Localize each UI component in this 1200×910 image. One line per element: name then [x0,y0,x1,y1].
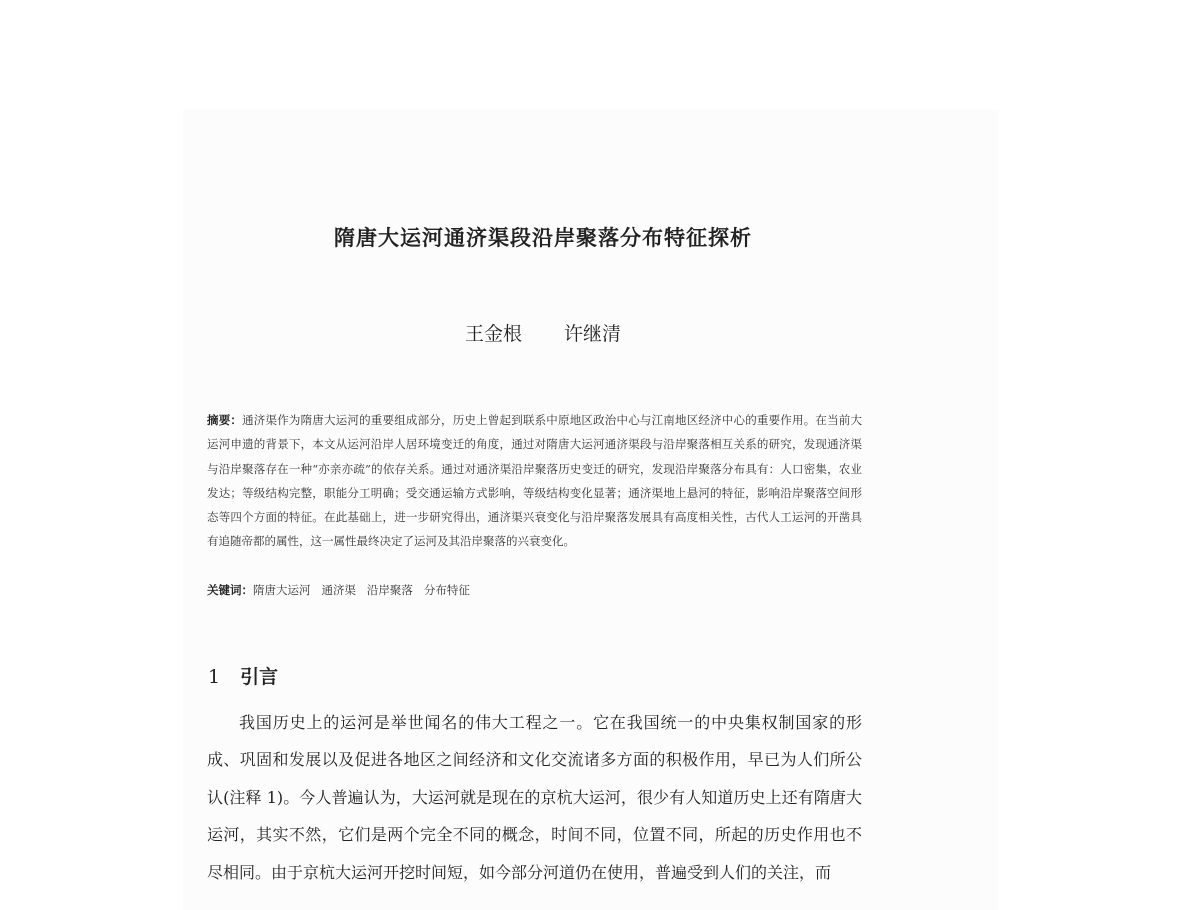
author-name: 许继清 [564,323,622,345]
abstract-text: 通济渠作为隋唐大运河的重要组成部分，历史上曾起到联系中原地区政治中心与江南地区经济中心的重要作用。在当前大运河申遗的背景下，本文从运河沿岸人居环境变迁的角度，通过对隋唐大运河通济渠段与沿岸聚落相互关系的研究，发现通济渠与沿岸聚落存在一种“亦亲亦疏”的依存关系。通过对通济渠沿岸聚落历史变迁的研究，发现沿岸聚落分布具有：人口密集，农业发达；等级结构完整，职能分工明确；受交通运输方式影响，等级结构变化显著；通济渠地上悬河的特征，影响沿岸聚落空间形态等四个方面的特征。在此基础上，进一步研究得出，通济渠兴衰变化与沿岸聚落发展具有高度相关性，古代人工运河的开凿具有追随帝都的属性，这一属性最终决定了运河及其沿岸聚落的兴衰变化。 [207,413,863,549]
keywords [207,578,862,602]
keywords-label: 关键词： [207,583,253,597]
section-heading [208,662,278,689]
abstract-label: 摘要： [207,413,243,427]
author-list [183,319,903,346]
author-name: 王金根 [464,323,522,345]
keywords-text: 隋唐大运河 通济渠 沿岸聚落 分布特征 [253,583,470,597]
body-paragraph: 我国历史上的运河是举世闻名的伟大工程之一。它在我国统一的中央集权制国家的形成、巩固和发展以及促进各地区之间经济和文化交流诸多方面的积极作用，早已为人们所公认(注释 1)。今人普遍认为，大运河就是现在的京杭大运河，很少有人知道历史上还有隋唐大运河，其实不然，它们是两个完全不同的概念，时间不同，位置不同，所起的历史作用也不尽相同。由于京杭大运河开挖时间短，如今部分河道仍在使用，普遍受到人们的关注，而 [207,713,862,882]
abstract [207,408,862,554]
section-number: 1 [208,666,221,688]
section-title: 引言 [240,666,279,688]
paper-title: 隋唐大运河通济渠段沿岸聚落分布特征探析 [334,226,752,250]
